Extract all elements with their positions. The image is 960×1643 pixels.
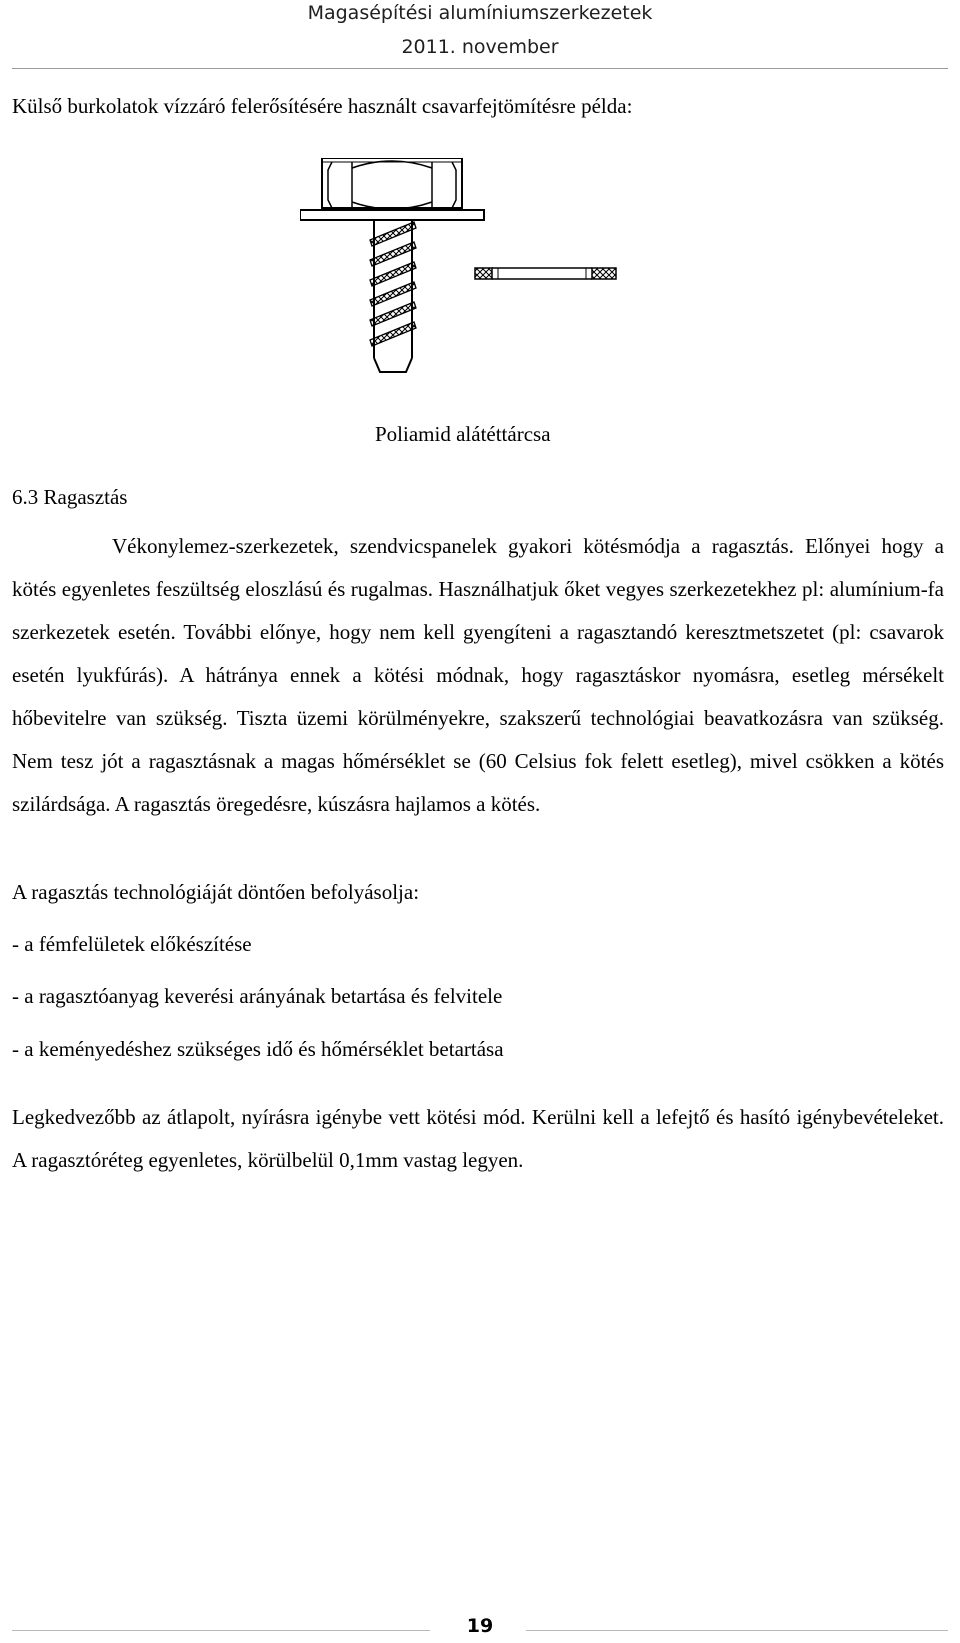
page-header-date: 2011. november bbox=[401, 36, 559, 58]
screw-washer-svg bbox=[300, 158, 630, 383]
bolt-head bbox=[322, 158, 462, 209]
section-heading: 6.3 Ragasztás bbox=[12, 485, 128, 509]
intro-text: Külső burkolatok vízzáró felerősítésére használt csavarfejtömítésre példa: bbox=[12, 94, 633, 118]
list-item: - a keményedéshez szükséges idő és hőmérséklet betartása bbox=[12, 1037, 504, 1061]
figure-caption: Poliamid alátéttárcsa bbox=[375, 422, 551, 446]
bolt-thread bbox=[370, 222, 416, 346]
closing-paragraph: Legkedvezőbb az átlapolt, nyírásra igénybe vett kötési mód. Kerülni kell a lefejtő és hasító igénybevételeket. A ragasztóréteg egyenletes, körülbelül 0,1mm vastag legyen. bbox=[12, 1105, 944, 1172]
footer-divider-left bbox=[12, 1630, 430, 1631]
polyamide-washer-section bbox=[475, 268, 616, 279]
header-divider bbox=[12, 68, 948, 69]
list-item: - a ragasztóanyag keverési arányának betartása és felvitele bbox=[12, 984, 503, 1008]
bolt-flange bbox=[300, 210, 484, 220]
body-paragraph: Vékonylemez-szerkezetek, szendvicspanelek gyakori kötésmódja a ragasztás. Előnyei hogy a kötés egyenletes feszültség eloszlású és rugalmas. Használhatjuk őket vegyes szerkezetekhez pl: alumínium-fa szerkezetek esetén. További előnye, hogy nem kell gyengíteni a ragasztandó keresztmetszetet (pl: csavarok esetén lyukfúrás). A hátránya ennek a kötési módnak, hogy ragasztáskor nyomásra, esetleg mérsékelt hőbevitelre van szükség. Tiszta üzemi körülményekre, szakszerű technológiai beavatkozásra van szükség. Nem tesz jót a ragasztásnak a magas hőmérséklet se (60 Celsius fok felett esetleg), mivel csökken a kötés szilárdsága. A ragasztás öregedésre, kúszásra hajlamos a kötés. bbox=[12, 534, 944, 816]
page-number: 19 bbox=[466, 1615, 494, 1637]
list-lead-line: A ragasztás technológiáját döntően befolyásolja: bbox=[12, 880, 420, 904]
list-item: - a fémfelületek előkészítése bbox=[12, 932, 252, 956]
page-header-title: Magasépítési alumíniumszerkezetek bbox=[307, 2, 653, 24]
screw-washer-drawing bbox=[300, 158, 630, 388]
footer-divider-right bbox=[526, 1630, 948, 1631]
